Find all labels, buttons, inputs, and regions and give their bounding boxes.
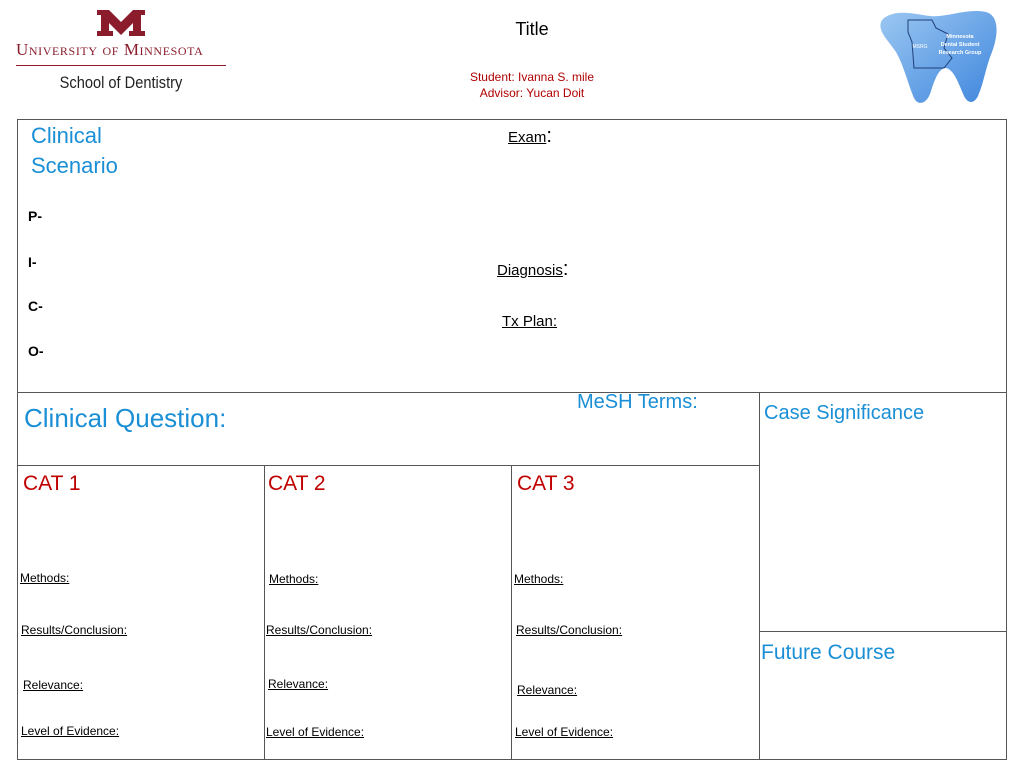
advisor-name: Advisor: Yucan Doit — [479, 86, 585, 100]
case-significance-heading: Case Significance — [764, 402, 925, 424]
cat-1-heading: CAT 1 — [23, 472, 81, 495]
pico-i: I- — [28, 254, 37, 270]
box-right-border — [1006, 119, 1007, 760]
cat-2-methods: Methods: — [269, 572, 319, 586]
cat-3-heading: CAT 3 — [517, 472, 575, 495]
cat-3-results: Results/Conclusion: — [516, 623, 623, 637]
clinical-scenario-line2: Scenario — [31, 153, 118, 178]
cat-3-relevance: Relevance: — [517, 683, 578, 697]
logo-text-3: Research Group — [938, 50, 982, 56]
exam-label: Exam: — [508, 125, 552, 147]
cat-1-relevance: Relevance: — [23, 678, 84, 692]
clinical-scenario-line1: Clinical — [31, 123, 102, 148]
future-course-heading: Future Course — [761, 641, 896, 664]
cat-divider-2 — [511, 465, 512, 760]
logo-text-1: Minnesota — [946, 34, 974, 40]
mesh-terms-heading: MeSH Terms: — [577, 391, 698, 413]
diagnosis-text: Diagnosis — [497, 262, 563, 279]
pico-o: O- — [28, 343, 44, 359]
cat-3-evidence: Level of Evidence: — [515, 725, 614, 739]
cat-2-heading: CAT 2 — [268, 472, 326, 495]
cat-3-methods: Methods: — [514, 572, 564, 586]
box-left-border — [17, 119, 18, 760]
poster-title: Title — [515, 19, 549, 39]
header-divider — [16, 65, 226, 66]
clinical-question-heading: Clinical Question: — [24, 403, 227, 433]
exam-text: Exam — [508, 129, 547, 146]
university-name: University of Minnesota — [16, 40, 204, 59]
cat-1-evidence: Level of Evidence: — [21, 724, 120, 738]
cat-2-evidence: Level of Evidence: — [266, 725, 365, 739]
box-bottom-border — [17, 759, 1007, 760]
cat-1-methods: Methods: — [20, 571, 70, 585]
diagnosis-label: Diagnosis: — [497, 258, 569, 280]
school-name: School of Dentistry — [59, 73, 183, 92]
side-row-divider — [759, 631, 1007, 632]
box-top-border — [17, 119, 1007, 120]
question-divider — [17, 465, 760, 466]
cat-divider-1 — [264, 465, 265, 760]
side-column-divider — [759, 392, 760, 760]
tx-plan-label: Tx Plan: — [502, 313, 558, 330]
logo-text-2: Dental Student — [940, 42, 980, 48]
pico-p: P- — [28, 208, 42, 224]
cat-1-results: Results/Conclusion: — [21, 623, 128, 637]
student-name: Student: Ivanna S. mile — [469, 70, 595, 84]
pico-c: C- — [28, 298, 43, 314]
clinical-scenario-heading — [31, 121, 118, 181]
msrg-tooth-logo — [874, 8, 1004, 106]
logo-badge: MSRG — [912, 44, 928, 50]
cat-2-results: Results/Conclusion: — [266, 623, 373, 637]
scenario-divider — [17, 392, 1007, 393]
cat-2-relevance: Relevance: — [268, 677, 329, 691]
author-block — [412, 69, 652, 101]
umn-block-m-logo — [95, 10, 147, 36]
